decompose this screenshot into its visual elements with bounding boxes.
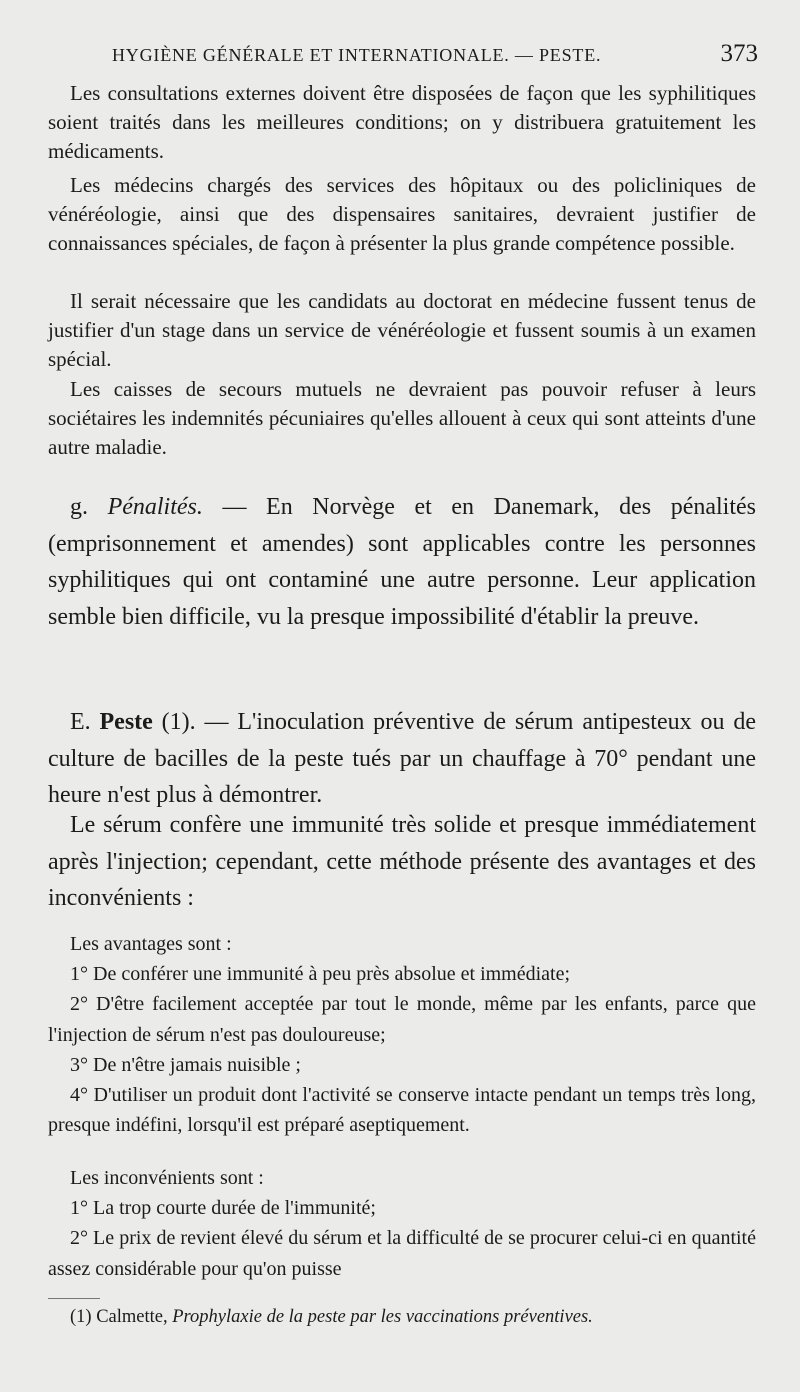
- section-letter: g.: [70, 494, 108, 520]
- section-title: Pénalités.: [107, 494, 203, 520]
- footnote-reference: (1).: [152, 709, 196, 735]
- section-letter: E.: [70, 709, 100, 735]
- advantage-item: 2° D'être facilement acceptée par tout le monde, même par les enfants, parce que l'injection de sérum n'est pas douloureuse;: [48, 993, 756, 1046]
- inconvenients-intro: Les inconvénients sont :: [70, 1167, 264, 1189]
- section-text: — En Norvège et en Danemark, des pénalités (emprisonnement et amendes) sont applicables contre les personnes syphilitiques qui ont contaminé une autre personne. Leur application semble bien difficile, vu la presque impossibilité d'établir la preuve.: [48, 494, 756, 630]
- advantages-intro: Les avantages sont :: [70, 933, 232, 955]
- inconvenient-item: 1° La trop courte durée de l'immunité;: [70, 1197, 376, 1220]
- footnote-marker: (1) Calmette,: [70, 1307, 173, 1327]
- footnote-rule: [48, 1298, 100, 1299]
- paragraph-serum: Le sérum confère une immunité très solide et presque immédiatement après l'injection; cependant, cette méthode présente des avantages et des inconvénients :: [48, 812, 756, 911]
- advantage-item: 4° D'utiliser un produit dont l'activité se conserve intacte pendant un temps très long, presque indéfini, lorsqu'il est préparé aseptiquement.: [48, 1084, 756, 1137]
- paragraph-consultations: Les consultations externes doivent être disposées de façon que les syphilitiques soient traités dans les meilleures conditions; on y distribuera gratuitement les médicaments.: [48, 81, 756, 164]
- advantages-list: [48, 929, 756, 1140]
- inconvenient-item: 2° Le prix de revient élevé du sérum et la difficulté de se procurer celui-ci en quantité assez considérable pour qu'on puisse: [48, 1227, 756, 1280]
- advantage-item: 1° De conférer une immunité à peu près absolue et immédiate;: [70, 963, 571, 986]
- inconvenients-list: [48, 1163, 756, 1284]
- paragraph-caisses: Les caisses de secours mutuels ne devraient pas pouvoir refuser à leurs sociétaires les indemnités pécuniaires qu'elles allouent à ceux qui sont atteints d'une autre maladie.: [48, 377, 756, 460]
- page-number: 373: [720, 40, 758, 67]
- section-text: — L'inoculation préventive de sérum antipesteux ou de culture de bacilles de la peste tués par un chauffage à 70° pendant une heure n'est plus à démontrer.: [48, 709, 756, 808]
- footnote: [48, 1304, 756, 1330]
- section-peste: [48, 704, 756, 814]
- running-title: HYGIÈNE GÉNÉRALE ET INTERNATIONALE. — PESTE.: [112, 45, 602, 65]
- paragraph-medecins: Les médecins chargés des services des hôpitaux ou des policliniques de vénéréologie, ainsi que des dispensaires sanitaires, devraient justifier de connaissances spéciales, de façon à présenter la plus grande compétence possible.: [48, 173, 756, 256]
- footnote-title: Prophylaxie de la peste par les vaccinations préventives.: [172, 1307, 593, 1327]
- page-header: [112, 40, 758, 70]
- section-penalites: [48, 489, 756, 635]
- advantage-item: 3° De n'être jamais nuisible ;: [70, 1053, 301, 1076]
- section-title: Peste: [99, 709, 153, 735]
- paragraph-candidats: Il serait nécessaire que les candidats au doctorat en médecine fussent tenus de justifier d'un stage dans un service de vénéréologie et fussent soumis à un examen spécial.: [48, 289, 756, 372]
